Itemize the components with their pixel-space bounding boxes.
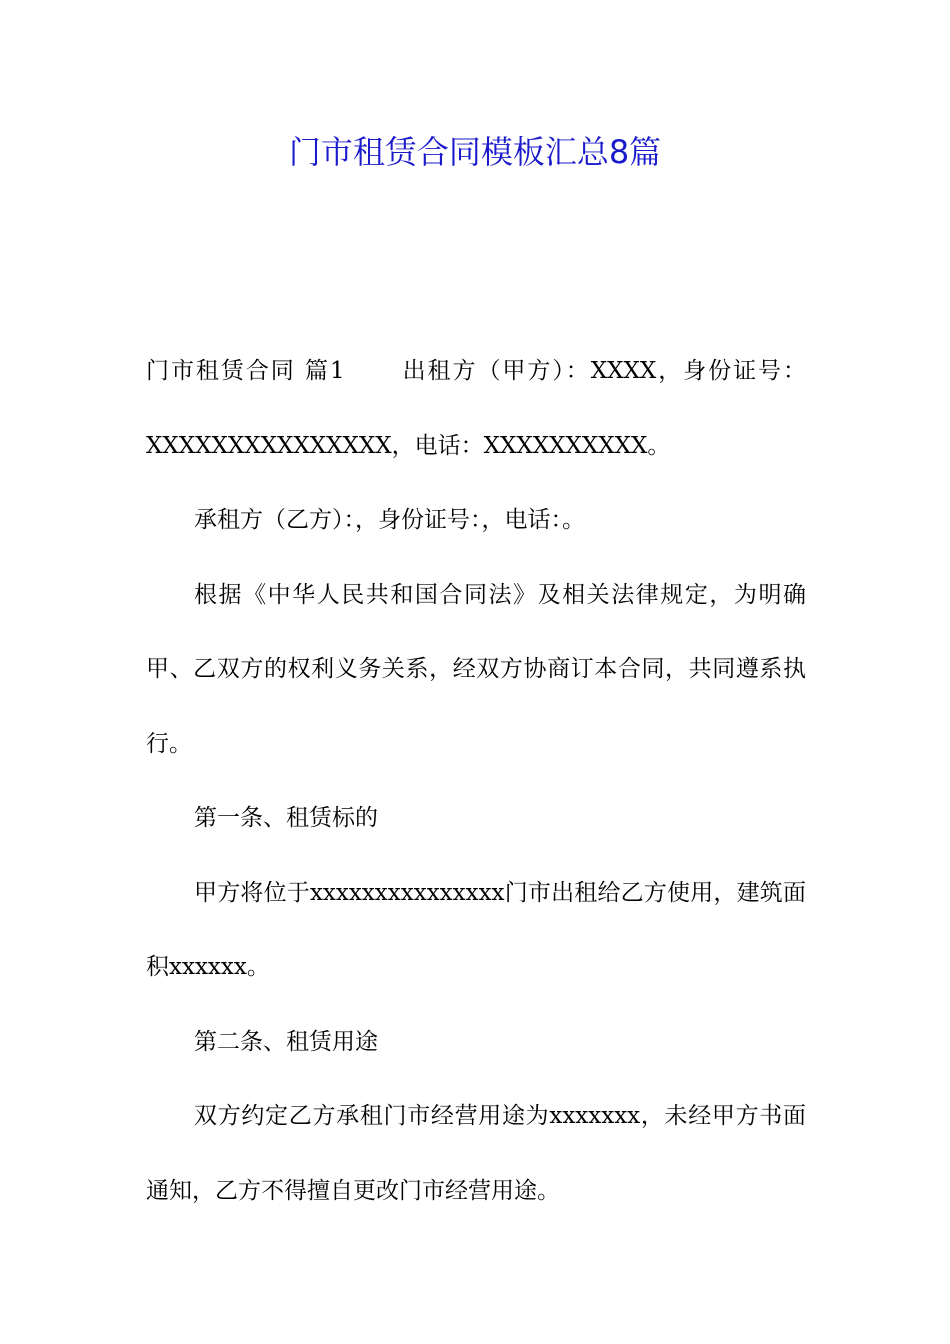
- paragraph-basis: 根据《中华人民共和国合同法》及相关法律规定，为明确甲、乙双方的权利义务关系，经双方协商订本合同，共同遵系执行。: [146, 581, 806, 757]
- party-a-text: 出租方（甲方）：XXXX，身份证号：XXXXXXXXXXXXXXX，电话：XXXXXXXXXX。: [146, 358, 806, 459]
- document-body: [146, 334, 806, 1228]
- document-title: 门市租赁合同模板汇总8篇: [288, 133, 662, 171]
- article-1-heading: 第一条、租赁标的: [194, 805, 378, 831]
- article-2-text: 双方约定乙方承租门市经营用途为xxxxxxx，未经甲方书面通知，乙方不得擅自更改门市经营用途。: [146, 1103, 806, 1204]
- paragraph-party-b: 承租方（乙方）：，身份证号：，电话：。: [194, 507, 585, 533]
- article-1-text: 甲方将位于xxxxxxxxxxxxxxx门市出租给乙方使用，建筑面积xxxxxx。: [146, 879, 806, 980]
- article-2-heading: 第二条、租赁用途: [194, 1028, 378, 1055]
- section-heading-1: 门市租赁合同 篇1: [146, 358, 345, 384]
- paragraph-party-a: [146, 334, 806, 483]
